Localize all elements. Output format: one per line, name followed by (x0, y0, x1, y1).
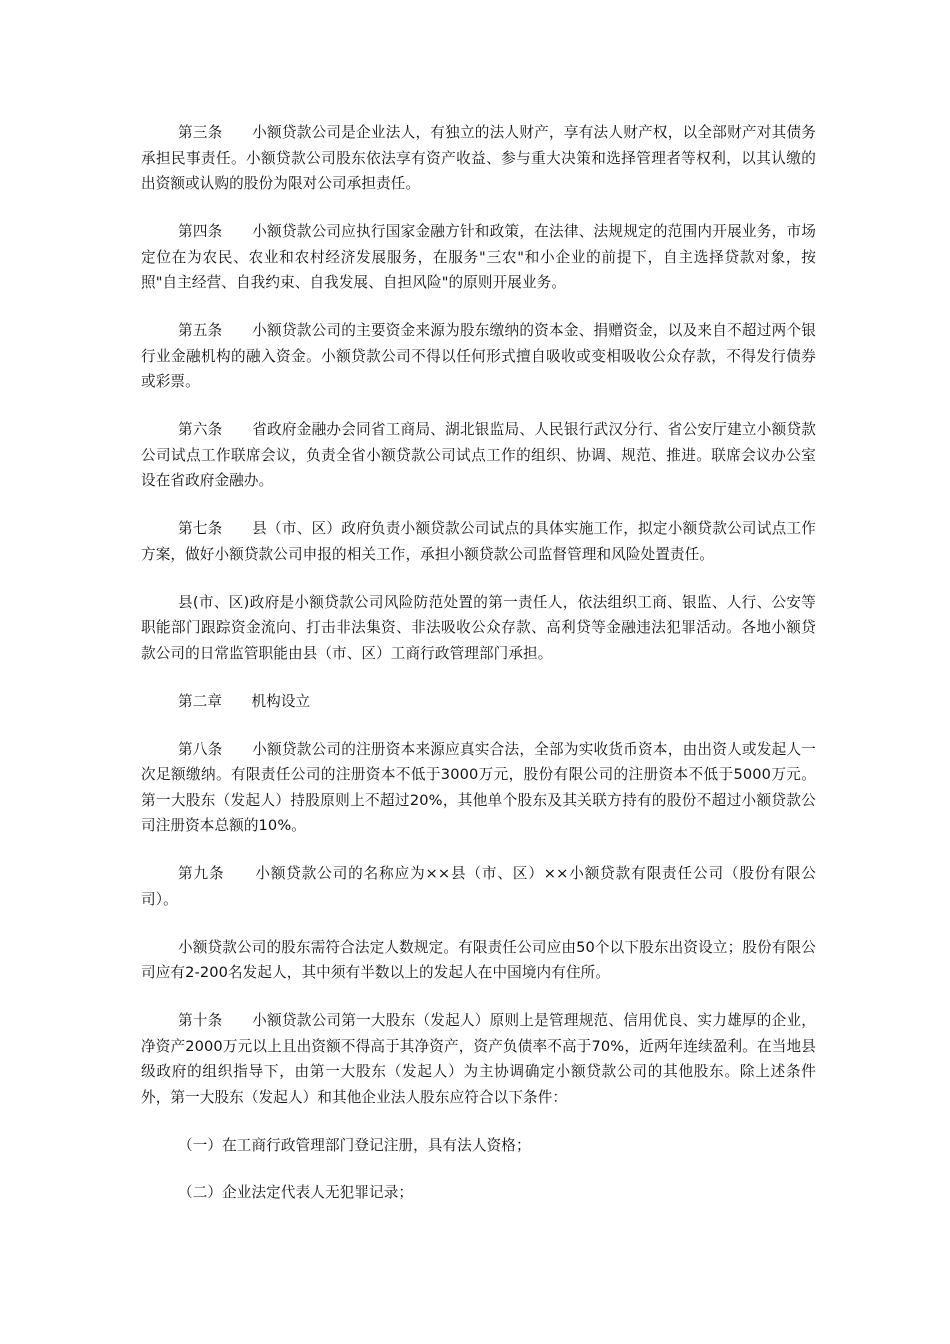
article-5-paragraph: 第五条 小额贷款公司的主要资金来源为股东缴纳的资本金、捐赠资金，以及来自不超过两个银行业金融机构的融入资金。小额贷款公司不得以任何形式擅自吸收或变相吸收公众存款，不得发行债券或彩票。 (141, 322, 816, 390)
article-7-paragraph: 第七条 县（市、区）政府负责小额贷款公司试点的具体实施工作，拟定小额贷款公司试点工作方案，做好小额贷款公司申报的相关工作，承担小额贷款公司监督管理和风险处置责任。 (141, 520, 816, 563)
county-responsibility-paragraph: 县(市、区)政府是小额贷款公司风险防范处置的第一责任人，依法组织工商、银监、人行、公安等职能部门跟踪资金流向、打击非法集资、非法吸收公众存款、高利贷等金融违法犯罪活动。各地小额贷款公司的日常监管职能由县（市、区）工商行政管理部门承担。 (141, 593, 816, 662)
article-3-paragraph: 第三条 小额贷款公司是企业法人，有独立的法人财产，享有法人财产权，以全部财产对其债务承担民事责任。小额贷款公司股东依法享有资产收益、参与重大决策和选择管理者等权利，以其认缴的出资额或认购的股份为限对公司承担责任。 (141, 124, 816, 192)
condition-item-2: （二）企业法定代表人无犯罪记录； (178, 1184, 414, 1201)
chapter-2-heading: 第二章 机构设立 (178, 692, 311, 710)
condition-item-1: （一）在工商行政管理部门登记注册，具有法人资格； (178, 1136, 531, 1154)
article-6-paragraph: 第六条 省政府金融办会同省工商局、湖北银监局、人民银行武汉分行、省公安厅建立小额贷款公司试点工作联席会议，负责全省小额贷款公司试点工作的组织、协调、规范、推进。联席会议办公室设在省政府金融办。 (141, 421, 816, 489)
shareholder-count-paragraph: 小额贷款公司的股东需符合法定人数规定。有限责任公司应由50个以下股东出资设立；股份有限公司应有2-200名发起人，其中须有半数以上的发起人在中国境内有住所。 (141, 938, 816, 981)
document-body (141, 120, 816, 1228)
article-4-paragraph: 第四条 小额贷款公司应执行国家金融方针和政策，在法律、法规规定的范围内开展业务，市场定位在为农民、农业和农村经济发展服务，在服务"三农"和小企业的前提下，自主选择贷款对象，按照"自主经营、自我约束、自我发展、自担风险"的原则开展业务。 (141, 223, 816, 291)
article-9-paragraph: 第九条 小额贷款公司的名称应为××县（市、区）××小额贷款有限责任公司（股份有限公司）。 (141, 865, 816, 908)
article-10-paragraph: 第十条 小额贷款公司第一大股东（发起人）原则上是管理规范、信用优良、实力雄厚的企业，净资产2000万元以上且出资额不得高于其净资产，资产负债率不高于70%，近两年连续盈利。在当地县级政府的组织指导下，由第一大股东（发起人）为主协调确定小额贷款公司的其他股东。除上述条件外，第一大股东（发起人）和其他企业法人股东应符合以下条件： (141, 1012, 816, 1106)
article-8-paragraph: 第八条 小额贷款公司的注册资本来源应真实合法，全部为实收货币资本，由出资人或发起人一次足额缴纳。有限责任公司的注册资本不低于3000万元，股份有限公司的注册资本不低于5000万元。第一大股东（发起人）持股原则上不超过20%，其他单个股东及其关联方持有的股份不超过小额贷款公司注册资本总额的10%。 (141, 740, 816, 834)
